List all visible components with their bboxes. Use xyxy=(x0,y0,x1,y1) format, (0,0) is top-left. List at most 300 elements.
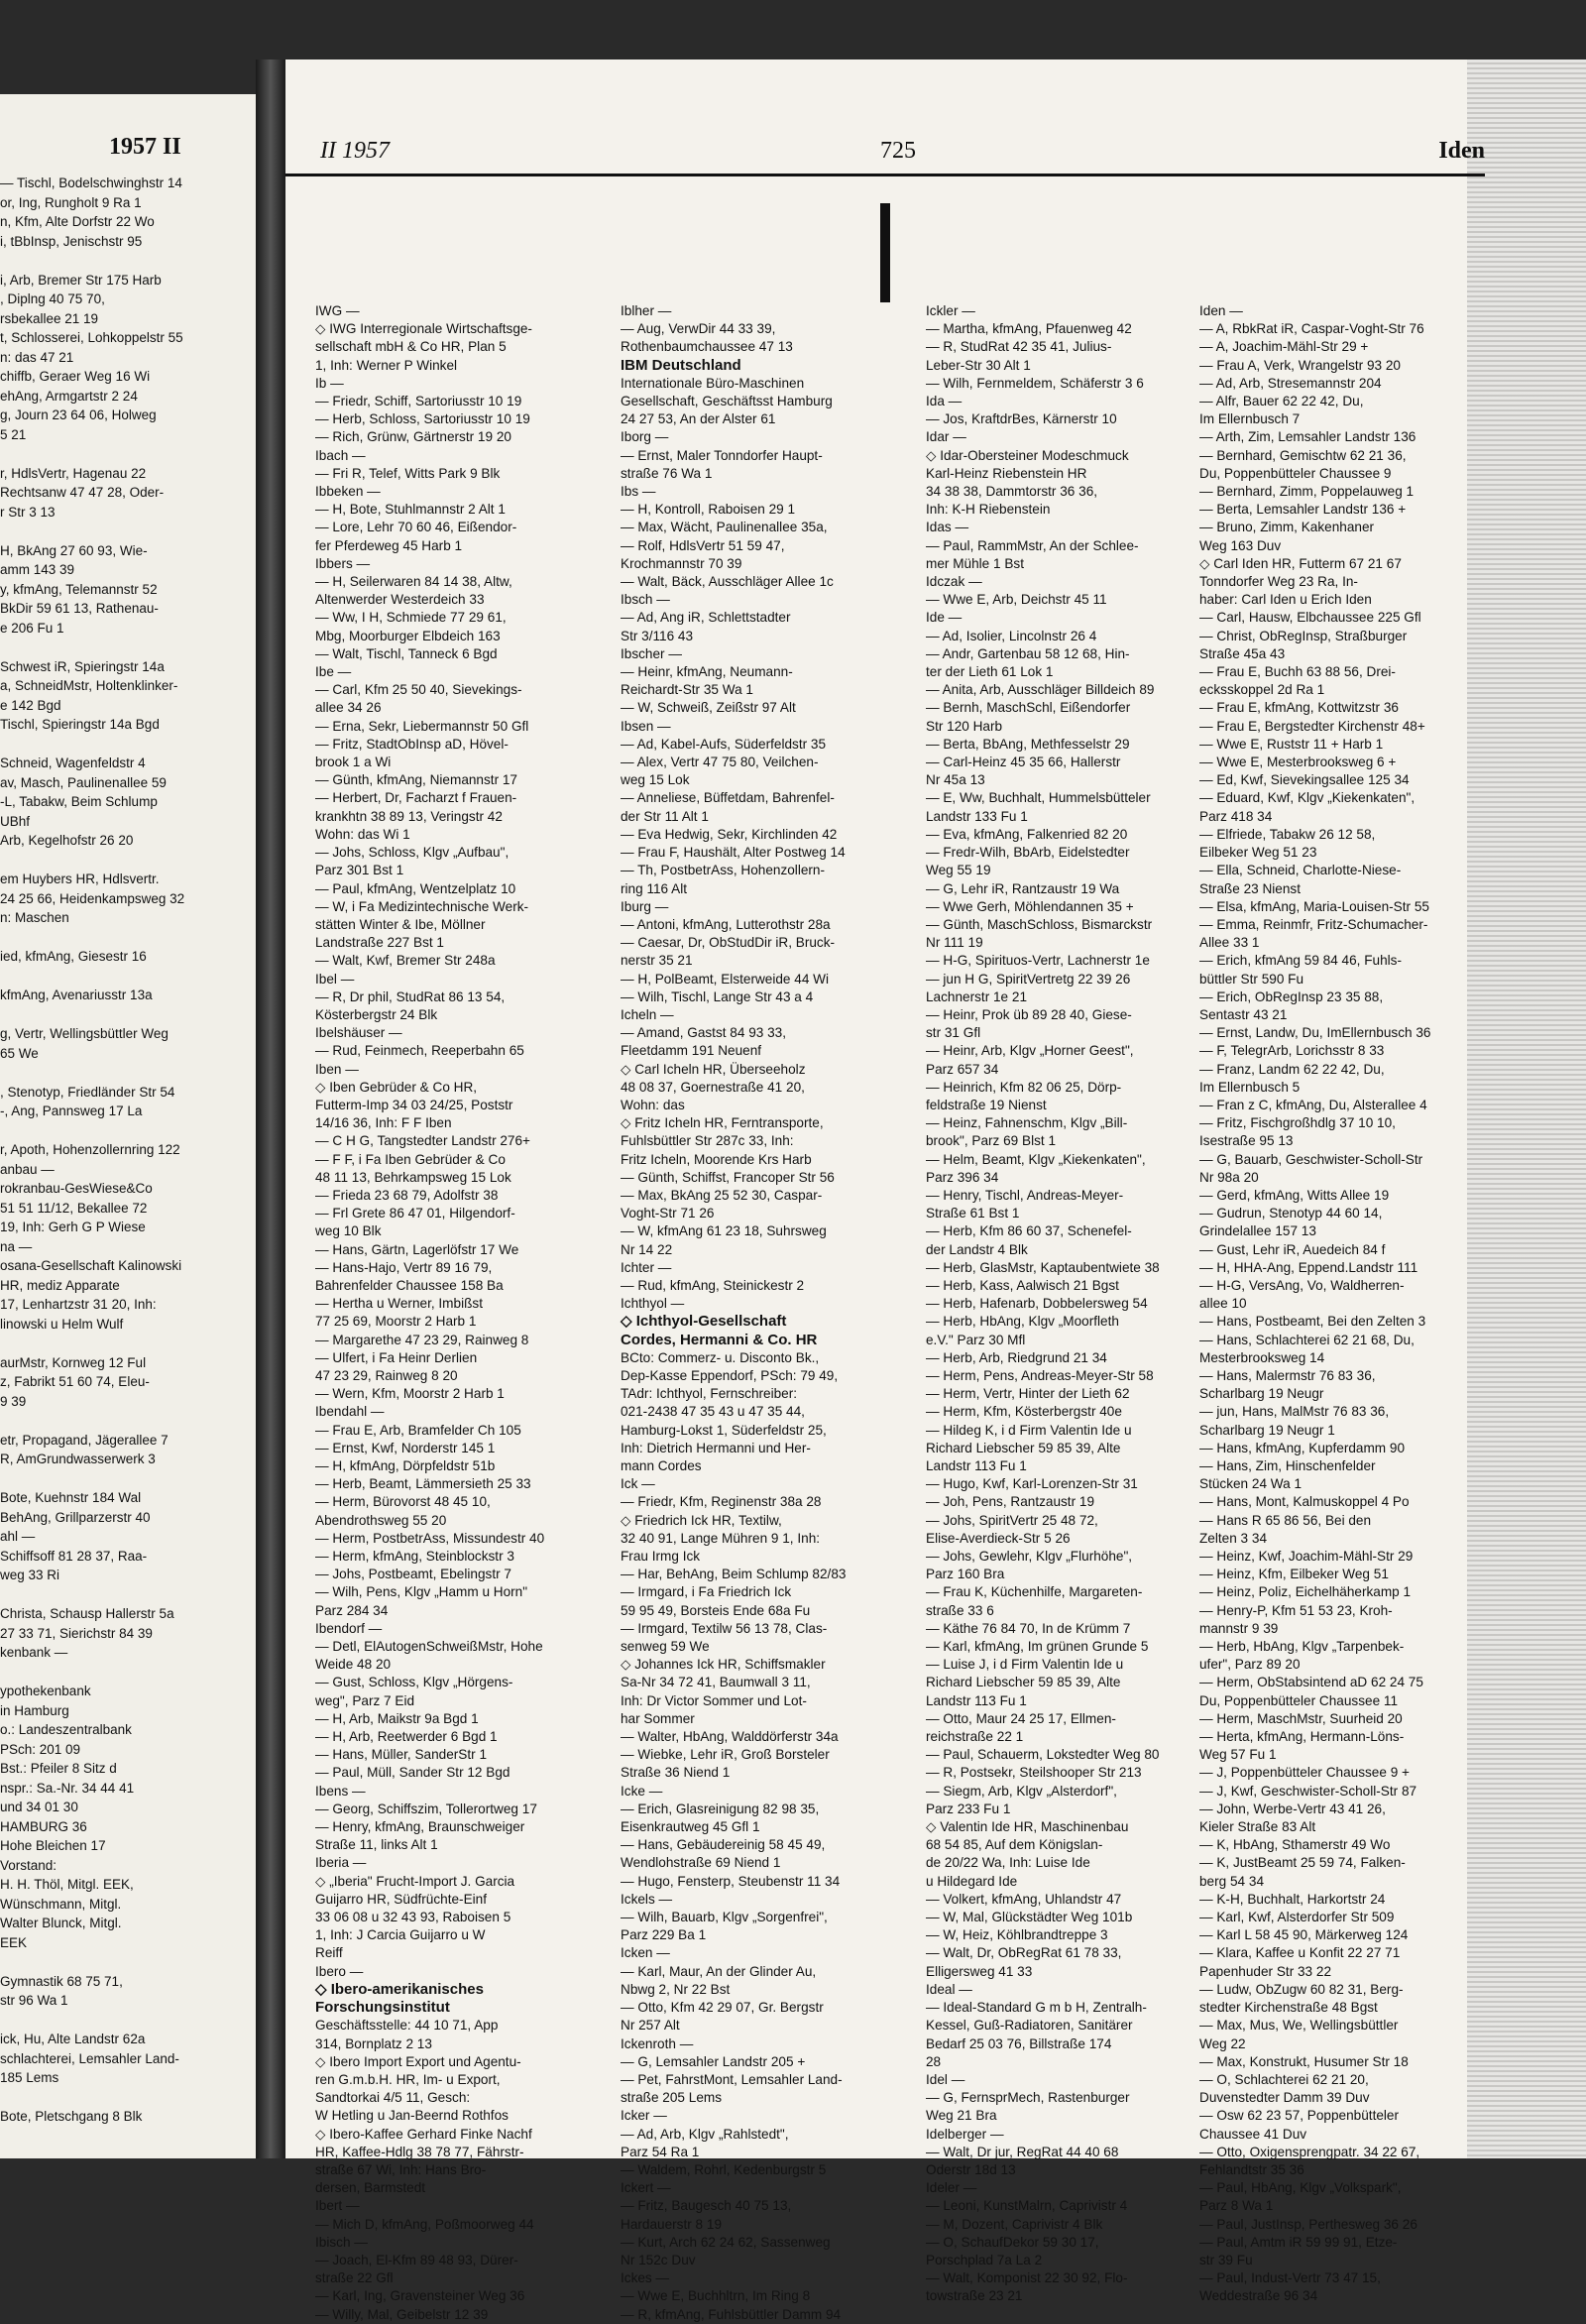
directory-line: — jun H G, SpiritVertretg 22 39 26 xyxy=(926,971,1131,987)
directory-line: — Henry-P, Kfm 51 53 23, Kroh- xyxy=(1199,1602,1393,1618)
directory-line: — Paul, RammMstr, An der Schlee- xyxy=(926,537,1139,553)
directory-line: Abendrothsweg 55 20 xyxy=(315,1512,447,1528)
directory-line xyxy=(0,928,253,948)
directory-line xyxy=(0,638,253,657)
directory-line: Rechtsanw 47 47 28, Oder- xyxy=(0,485,165,500)
directory-line: — Otto, Oxigensprengpatr. 34 22 67, xyxy=(1199,2144,1420,2159)
directory-line: — Erich, Glasreinigung 82 98 35, xyxy=(621,1801,820,1816)
directory-line: — Walt, Tischl, Tanneck 6 Bgd xyxy=(315,645,498,661)
directory-line xyxy=(0,1585,253,1605)
directory-line: 1, Inh: J Carcia Guijarro u W xyxy=(315,1927,486,1943)
directory-line: — Herm, ObStabsintend aD 62 24 75 xyxy=(1199,1675,1423,1690)
directory-line: or, Ing, Rungholt 9 Ra 1 xyxy=(0,194,142,210)
directory-line: — Eva Hedwig, Sekr, Kirchlinden 42 xyxy=(621,826,838,842)
directory-line: — Wiebke, Lehr iR, Groß Borsteler xyxy=(621,1747,830,1763)
running-head-right: Iden xyxy=(1438,138,1485,164)
directory-line: Straße 61 Bst 1 xyxy=(926,1206,1020,1221)
directory-line: Landstr 133 Fu 1 xyxy=(926,808,1028,824)
directory-line: — Hugo, Kwf, Karl-Lorenzen-Str 31 xyxy=(926,1476,1138,1492)
directory-line: — W, Mal, Glückstädter Weg 101b xyxy=(926,1910,1133,1925)
directory-line xyxy=(0,735,253,755)
directory-line: linowski u Helm Wulf xyxy=(0,1316,124,1332)
directory-line xyxy=(0,1121,253,1141)
directory-line: — Alex, Vertr 47 75 80, Veilchen- xyxy=(621,755,819,770)
directory-line xyxy=(0,1334,253,1353)
directory-line: — Paul, HbAng, Klgv „Volkspark", xyxy=(1199,2180,1402,2196)
directory-line: — Günth, Schiffst, Francoper Str 56 xyxy=(621,1169,835,1185)
directory-line: — Otto, Maur 24 25 17, Ellmen- xyxy=(926,1710,1116,1726)
directory-line: stätten Winter & Ibe, Möllner xyxy=(315,916,486,932)
directory-line: Inh: K-H Riebenstein xyxy=(926,502,1051,518)
directory-line: Idar — xyxy=(926,429,966,445)
directory-line: — Fran z C, kfmAng, Du, Alsterallee 4 xyxy=(1199,1097,1427,1112)
directory-line: Iben — xyxy=(315,1061,359,1077)
directory-line: — Heinz, Kfm, Eilbeker Weg 51 xyxy=(1199,1567,1389,1582)
directory-line: amm 143 39 xyxy=(0,562,75,577)
running-head-left: II 1957 xyxy=(320,138,390,164)
directory-column-4 xyxy=(1199,302,1497,2306)
directory-line: Chaussee 41 Duv xyxy=(1199,2126,1307,2142)
directory-line: Ibe — xyxy=(315,664,352,680)
directory-line: Nr 152c Duv xyxy=(621,2252,696,2267)
directory-line: str 39 Fu xyxy=(1199,2252,1253,2267)
directory-line: ehAng, Armgartstr 2 24 xyxy=(0,388,138,404)
directory-line: Iburg — xyxy=(621,898,669,914)
directory-line xyxy=(0,1005,253,1025)
directory-line: — Frau E, Bergstedter Kirchenstr 48+ xyxy=(1199,718,1425,734)
directory-line: — O, Schlachterei 62 21 20, xyxy=(1199,2071,1369,2087)
directory-line: — Herb, GlasMstr, Kaptaubentwiete 38 xyxy=(926,1259,1160,1275)
directory-line: Rothenbaumchaussee 47 13 xyxy=(621,339,793,355)
directory-line: i, Arb, Bremer Str 175 Harb xyxy=(0,272,162,288)
directory-line: — G, Lehr iR, Rantzaustr 19 Wa xyxy=(926,880,1120,896)
directory-line: — Wern, Kfm, Moorstr 2 Harb 1 xyxy=(315,1386,505,1402)
directory-line: — Kurt, Arch 62 24 62, Sassenweg xyxy=(621,2234,831,2250)
directory-line: — Johs, SpiritVertr 25 48 72, xyxy=(926,1512,1098,1528)
directory-line: Ick — xyxy=(621,1476,655,1492)
directory-line: — Herb, Schloss, Sartoriusstr 10 19 xyxy=(315,411,530,427)
directory-line xyxy=(0,1469,253,1489)
directory-line: TAdr: Ichthyol, Fernschreiber: xyxy=(621,1386,798,1402)
directory-line: — Herb, HbAng, Klgv „Moorfleth xyxy=(926,1314,1119,1330)
directory-line: Dep-Kasse Eppendorf, PSch: 79 49, xyxy=(621,1367,839,1383)
directory-line: Ichter — xyxy=(621,1259,672,1275)
directory-line: kfmAng, Avenariusstr 13a xyxy=(0,988,153,1002)
directory-line: Ibero — xyxy=(315,1963,364,1979)
directory-line: — Rich, Grünw, Gärtnerstr 19 20 xyxy=(315,429,511,445)
directory-line: HR, mediz Apparate xyxy=(0,1277,120,1293)
directory-line: — Jos, KraftdrBes, Kärnerstr 10 xyxy=(926,411,1117,427)
directory-line: — Eva, kfmAng, Falkenried 82 20 xyxy=(926,826,1128,842)
directory-line: towstraße 23 21 xyxy=(926,2288,1023,2304)
directory-line: — Herm, PostbetrAss, Missundestr 40 xyxy=(315,1530,545,1546)
directory-line: ◇ Valentin Ide HR, Maschinenbau xyxy=(926,1819,1129,1835)
directory-line: — Ernst, Landw, Du, ImEllernbusch 36 xyxy=(1199,1025,1431,1041)
directory-line: Cordes, Hermanni & Co. HR xyxy=(621,1331,818,1348)
directory-line: Parz 418 34 xyxy=(1199,808,1273,824)
directory-line: Wünschmann, Mitgl. xyxy=(0,1896,122,1912)
directory-line: — Henry, Tischl, Andreas-Meyer- xyxy=(926,1187,1124,1203)
book-gutter xyxy=(256,59,285,2158)
directory-line: Kösterbergstr 24 Blk xyxy=(315,1006,438,1022)
directory-line: Wohn: das xyxy=(621,1097,685,1112)
directory-line: ◇ Idar-Obersteiner Modeschmuck xyxy=(926,447,1129,463)
directory-line: — Ella, Schneid, Charlotte-Niese- xyxy=(1199,863,1402,878)
directory-line: der Landstr 4 Blk xyxy=(926,1241,1028,1257)
directory-line: — Gust, Lehr iR, Auedeich 84 f xyxy=(1199,1241,1386,1257)
directory-line: 47 23 29, Rainweg 8 20 xyxy=(315,1367,458,1383)
directory-line: Hardauerstr 8 19 xyxy=(621,2216,723,2232)
directory-line: — Frieda 23 68 79, Adolfstr 38 xyxy=(315,1187,499,1203)
directory-line: Bst.: Pfeiler 8 Sitz d xyxy=(0,1761,117,1776)
directory-line: e.V." Parz 30 Mfl xyxy=(926,1332,1026,1347)
directory-line: — Hans-Hajo, Vertr 89 16 79, xyxy=(315,1259,493,1275)
directory-line: Grindelallee 157 13 xyxy=(1199,1223,1316,1239)
directory-line: — H, Arb, Maikstr 9a Bgd 1 xyxy=(315,1710,479,1726)
directory-line: — Herb, Hafenarb, Dobbelersweg 54 xyxy=(926,1296,1148,1312)
directory-line: — A, RbkRat iR, Caspar-Voght-Str 76 xyxy=(1199,321,1424,337)
directory-line: Icke — xyxy=(621,1783,663,1799)
directory-line: ◇ Ibero Import Export und Agentu- xyxy=(315,2053,521,2069)
directory-line: — Willy, Mal, Geibelstr 12 39 xyxy=(315,2306,489,2322)
directory-line: Wohn: das Wi 1 xyxy=(315,826,410,842)
directory-line: — Günth, kfmAng, Niemannstr 17 xyxy=(315,772,517,788)
directory-line: Weg 55 19 xyxy=(926,863,991,878)
directory-line: Kessel, Guß-Radiatoren, Sanitärer xyxy=(926,2018,1133,2034)
directory-line: — Elsa, kfmAng, Maria-Louisen-Str 55 xyxy=(1199,898,1429,914)
directory-line: — Ideal-Standard G m b H, Zentralh- xyxy=(926,2000,1147,2016)
directory-line: Weg 21 Bra xyxy=(926,2108,997,2124)
directory-line: Straße 23 Nienst xyxy=(1199,880,1301,896)
directory-line: Ib — xyxy=(315,375,344,391)
directory-line: — Walt, Dr, ObRegRat 61 78 33, xyxy=(926,1945,1122,1961)
directory-line: ufer", Parz 89 20 xyxy=(1199,1657,1301,1673)
directory-line: Schiffsoff 81 28 37, Raa- xyxy=(0,1548,148,1564)
directory-line: Guijarro HR, Südfrüchte-Einf xyxy=(315,1891,488,1907)
directory-line: Weg 22 xyxy=(1199,2035,1246,2051)
directory-line: Idczak — xyxy=(926,574,982,590)
directory-line: Ibendahl — xyxy=(315,1404,385,1420)
directory-line: Iblher — xyxy=(621,303,672,318)
directory-line: a, SchneidMstr, Holtenklinker- xyxy=(0,678,178,693)
directory-line: — Hans, Mont, Kalmuskoppel 4 Po xyxy=(1199,1494,1410,1510)
directory-line: weg 33 Ri xyxy=(0,1568,60,1582)
directory-line: Reiff xyxy=(315,1945,343,1961)
directory-line: 24 25 66, Heidenkampsweg 32 xyxy=(0,890,185,906)
directory-line: Parz 229 Ba 1 xyxy=(621,1927,707,1943)
directory-line: 65 We xyxy=(0,1045,39,1061)
directory-line: — Johs, Schloss, Klgv „Aufbau", xyxy=(315,845,510,861)
directory-line: senweg 59 We xyxy=(621,1639,710,1655)
directory-line: — Fritz, Baugesch 40 75 13, xyxy=(621,2198,792,2214)
directory-line: — Wwe E, Ruststr 11 + Harb 1 xyxy=(1199,736,1384,752)
directory-line: — Ww, I H, Schmiede 77 29 61, xyxy=(315,610,507,626)
directory-line: str 96 Wa 1 xyxy=(0,1993,68,2008)
directory-line: — H-G, Spirituos-Vertr, Lachnerstr 1e xyxy=(926,953,1150,969)
directory-line: — Ad, Arb, Stresemannstr 204 xyxy=(1199,375,1382,391)
directory-line: — Ulfert, i Fa Heinr Derlien xyxy=(315,1349,478,1365)
directory-line: aurMstr, Kornweg 12 Ful xyxy=(0,1354,147,1370)
directory-line: EEK xyxy=(0,1934,28,1950)
directory-line: BCto: Commerz- u. Disconto Bk., xyxy=(621,1349,820,1365)
directory-line: — Käthe 76 84 70, In de Krümm 7 xyxy=(926,1620,1131,1636)
directory-line: Ideler — xyxy=(926,2180,977,2196)
directory-line: Ichthyol — xyxy=(621,1296,685,1312)
directory-line: -, Ang, Pannsweg 17 La xyxy=(0,1104,143,1118)
directory-line: Iborg — xyxy=(621,429,669,445)
directory-line: r Str 3 13 xyxy=(0,504,56,520)
directory-line: — M, Dozent, Caprivistr 4 Blk xyxy=(926,2216,1103,2232)
directory-line: Elligersweg 41 33 xyxy=(926,1963,1033,1979)
directory-line: Ibel — xyxy=(315,971,355,987)
directory-line: — Amand, Gastst 84 93 33, xyxy=(621,1025,786,1041)
directory-line xyxy=(0,444,253,464)
directory-line: — Frl Grete 86 47 01, Hilgendorf- xyxy=(315,1206,515,1221)
directory-line: — Wwe E, Mesterbrooksweg 6 + xyxy=(1199,755,1397,770)
directory-line: — H, Seilerwaren 84 14 38, Altw, xyxy=(315,574,512,590)
directory-line: IBM Deutschland xyxy=(621,356,741,374)
directory-line: Richard Liebscher 59 85 39, Alte xyxy=(926,1675,1121,1690)
directory-line: g, Journ 23 64 06, Holweg xyxy=(0,407,157,422)
directory-line: 33 06 08 u 32 43 93, Raboisen 5 xyxy=(315,1910,511,1925)
directory-line: — Frau E, Arb, Bramfelder Ch 105 xyxy=(315,1422,521,1438)
directory-line: — Siegm, Arb, Klgv „Alsterdorf", xyxy=(926,1783,1117,1799)
directory-line: — Herb, Kfm 86 60 37, Schenefel- xyxy=(926,1223,1132,1239)
directory-line: Tonndorfer Weg 23 Ra, In- xyxy=(1199,574,1358,590)
directory-line: t, Schlosserei, Lohkoppelstr 55 xyxy=(0,330,183,345)
directory-line: Karl-Heinz Riebenstein HR xyxy=(926,465,1087,481)
directory-line: — Ed, Kwf, Sievekingsallee 125 34 xyxy=(1199,772,1410,788)
directory-line: — Rud, kfmAng, Steinickestr 2 xyxy=(621,1277,805,1293)
directory-line: — R, kfmAng, Fuhlsbüttler Damm 94 xyxy=(621,2306,842,2322)
directory-line: W Hetling u Jan-Beernd Rothfos xyxy=(315,2108,509,2124)
directory-line: — Herb, Beamt, Lämmersieth 25 33 xyxy=(315,1476,531,1492)
directory-line: ter der Lieth 61 Lok 1 xyxy=(926,664,1054,680)
directory-line: — Ad, Isolier, Lincolnstr 26 4 xyxy=(926,628,1097,643)
directory-line: — Herta, kfmAng, Hermann-Löns- xyxy=(1199,1729,1405,1745)
directory-line: 51 51 11/12, Bekallee 72 xyxy=(0,1200,148,1216)
directory-line: Arb, Kegelhofstr 26 20 xyxy=(0,833,134,848)
directory-line: — Hans, Schlachterei 62 21 68, Du, xyxy=(1199,1332,1415,1347)
directory-line: Ickels — xyxy=(621,1891,673,1907)
directory-line: — Heinr, Arb, Klgv „Horner Geest", xyxy=(926,1043,1134,1059)
directory-line: Gymnastik 68 75 71, xyxy=(0,1973,123,1989)
directory-line: 14/16 36, Inh: F F Iben xyxy=(315,1115,452,1131)
directory-line: — Ernst, Kwf, Norderstr 145 1 xyxy=(315,1440,496,1455)
directory-line: — Fri R, Telef, Witts Park 9 Blk xyxy=(315,465,501,481)
directory-line: Porschplad 7a La 2 xyxy=(926,2252,1043,2267)
directory-line: — Th, PostbetrAss, Hohenzollern- xyxy=(621,863,826,878)
directory-line: — G, Lemsahler Landstr 205 + xyxy=(621,2053,806,2069)
directory-column-2 xyxy=(621,302,918,2324)
directory-line: — G, Bauarb, Geschwister-Scholl-Str xyxy=(1199,1151,1423,1167)
directory-line: — W, kfmAng 61 23 18, Suhrsweg xyxy=(621,1223,827,1239)
directory-line: — Gerd, kfmAng, Witts Allee 19 xyxy=(1199,1187,1390,1203)
directory-line: — J, Poppenbütteler Chaussee 9 + xyxy=(1199,1765,1410,1781)
directory-line: Geschäftsstelle: 44 10 71, App xyxy=(315,2018,499,2034)
directory-column-1 xyxy=(315,302,613,2324)
directory-line: Fehlandtstr 35 36 xyxy=(1199,2161,1304,2177)
directory-line: — Herm, kfmAng, Steinblockstr 3 xyxy=(315,1549,514,1565)
directory-line: — Hans R 65 86 56, Bei den xyxy=(1199,1512,1372,1528)
directory-line: H. H. Thöl, Mitgl. EEK, xyxy=(0,1877,134,1892)
directory-line: fer Pferdeweg 45 Harb 1 xyxy=(315,537,463,553)
directory-line: — Herm, Vertr, Hinter der Lieth 62 xyxy=(926,1386,1130,1402)
directory-line: Zelten 3 34 xyxy=(1199,1530,1268,1546)
directory-line: weg 15 Lok xyxy=(621,772,690,788)
directory-line: — Hans, Malermstr 76 83 36, xyxy=(1199,1367,1376,1383)
directory-line: — Hildeg K, i d Firm Valentin Ide u xyxy=(926,1422,1132,1438)
directory-line: Sentastr 43 21 xyxy=(1199,1006,1288,1022)
right-page xyxy=(285,59,1586,2322)
directory-line: Nr 98a 20 xyxy=(1199,1169,1259,1185)
directory-line: — Ernst, Maler Tonndorfer Haupt- xyxy=(621,447,823,463)
directory-line: straße 33 6 xyxy=(926,1602,994,1618)
directory-line: — H, Kontroll, Raboisen 29 1 xyxy=(621,502,796,518)
directory-line: — Mich D, kfmAng, Poßmoorweg 44 xyxy=(315,2216,534,2232)
directory-line: UBhf xyxy=(0,813,31,829)
directory-line: — W, i Fa Medizintechnische Werk- xyxy=(315,898,529,914)
directory-line: — Paul, Müll, Sander Str 12 Bgd xyxy=(315,1765,510,1781)
directory-line: Kieler Straße 83 Alt xyxy=(1199,1819,1316,1835)
directory-line: — Har, BehAng, Beim Schlump 82/83 xyxy=(621,1567,847,1582)
directory-line: — Karl L 58 45 90, Märkerweg 124 xyxy=(1199,1927,1409,1943)
directory-line: ◇ Iben Gebrüder & Co HR, xyxy=(315,1079,478,1095)
directory-line: Parz 284 34 xyxy=(315,1602,389,1618)
directory-line: Ibendorf — xyxy=(315,1620,383,1636)
directory-line: — R, Dr phil, StudRat 86 13 54, xyxy=(315,988,506,1004)
directory-line: i, tBbInsp, Jenischstr 95 xyxy=(0,233,143,249)
directory-line: z, Fabrikt 51 60 74, Eleu- xyxy=(0,1374,150,1389)
directory-line: — Johs, Gewlehr, Klgv „Flurhöhe", xyxy=(926,1549,1133,1565)
directory-line: Scharlbarg 19 Neugr 1 xyxy=(1199,1422,1335,1438)
directory-line: und 34 01 30 xyxy=(0,1800,78,1814)
directory-line: u Hildegard Ide xyxy=(926,1873,1018,1889)
directory-line: — Carl, Kfm 25 50 40, Sievekings- xyxy=(315,682,522,698)
directory-line: Forschungsinstitut xyxy=(315,1999,450,2017)
directory-line: — H, HHA-Ang, Eppend.Landstr 111 xyxy=(1199,1259,1418,1275)
directory-line: — Max, Mus, We, Wellingsbüttler xyxy=(1199,2018,1399,2034)
directory-line: — Irmgard, i Fa Friedrich Ick xyxy=(621,1584,792,1600)
directory-line: o.: Landeszentralbank xyxy=(0,1722,132,1737)
directory-line: weg", Parz 7 Eid xyxy=(315,1692,415,1708)
directory-line: — Emma, Reinmfr, Fritz-Schumacher- xyxy=(1199,916,1428,932)
directory-line: Nr 257 Alt xyxy=(621,2018,680,2034)
directory-line: ◇ Friedrich Ick HR, Textilw, xyxy=(621,1512,782,1528)
directory-line: Hamburg-Lokst 1, Süderfeldstr 25, xyxy=(621,1422,827,1438)
directory-line: — Berta, BbAng, Methfesselstr 29 xyxy=(926,736,1130,752)
directory-line: Eisenkrautweg 45 Gfl 1 xyxy=(621,1819,760,1835)
directory-line: Walter Blunck, Mitgl. xyxy=(0,1916,122,1930)
directory-line: — Arth, Zim, Lemsahler Landstr 136 xyxy=(1199,429,1416,445)
directory-line: — Paul, JustInsp, Perthesweg 36 26 xyxy=(1199,2216,1417,2232)
directory-line: — Andr, Gartenbau 58 12 68, Hin- xyxy=(926,645,1130,661)
directory-line: 021-2438 47 35 43 u 47 35 44, xyxy=(621,1404,805,1420)
directory-line: Fleetdamm 191 Neuenf xyxy=(621,1043,762,1059)
directory-line: Stücken 24 Wa 1 xyxy=(1199,1476,1303,1492)
directory-line: — Walt, Kwf, Bremer Str 248a xyxy=(315,953,496,969)
directory-line: — Detl, ElAutogenSchweißMstr, Hohe xyxy=(315,1639,543,1655)
directory-line: ◇ Carl Icheln HR, Überseeholz xyxy=(621,1061,806,1077)
directory-line xyxy=(0,251,253,271)
directory-line: — Hugo, Fensterp, Steubenstr 11 34 xyxy=(621,1873,841,1889)
directory-line: Straße 36 Niend 1 xyxy=(621,1765,731,1781)
directory-line: — Heinrich, Kfm 82 06 25, Dörp- xyxy=(926,1079,1122,1095)
directory-line: — Helm, Beamt, Klgv „Kiekenkaten", xyxy=(926,1151,1146,1167)
directory-line: 77 25 69, Moorstr 2 Harb 1 xyxy=(315,1314,477,1330)
directory-line: — Rud, Feinmech, Reeperbahn 65 xyxy=(315,1043,524,1059)
directory-line: — Frau E, Buchh 63 88 56, Drei- xyxy=(1199,664,1396,680)
directory-line: — Rolf, HdlsVertr 51 59 47, xyxy=(621,537,785,553)
directory-line: Idel — xyxy=(926,2071,965,2087)
directory-line: — H, Bote, Stuhlmannstr 2 Alt 1 xyxy=(315,502,506,518)
directory-line: Internationale Büro-Maschinen xyxy=(621,375,805,391)
directory-line: HAMBURG 36 xyxy=(0,1818,87,1834)
directory-line xyxy=(0,851,253,871)
directory-line: , Stenotyp, Friedländer Str 54 xyxy=(0,1084,175,1100)
directory-line xyxy=(0,1411,253,1431)
directory-line: — Otto, Kfm 42 29 07, Gr. Bergstr xyxy=(621,2000,824,2016)
directory-line: Frau Irmg Ick xyxy=(621,1549,701,1565)
directory-line: — Walt, Dr jur, RegRat 44 40 68 xyxy=(926,2144,1119,2159)
directory-line: mannstr 9 39 xyxy=(1199,1620,1279,1636)
directory-line: straße 22 Gfl xyxy=(315,2270,394,2286)
directory-line: Nr 111 19 xyxy=(926,935,983,951)
directory-line: Parz 160 Bra xyxy=(926,1567,1005,1582)
directory-line: Weide 48 20 xyxy=(315,1657,392,1673)
directory-line: 34 38 38, Dammtorstr 36 36, xyxy=(926,484,1098,500)
directory-line: — Wilh, Tischl, Lange Str 43 a 4 xyxy=(621,988,814,1004)
running-head xyxy=(285,134,1485,176)
directory-line: Schwest iR, Spieringstr 14a xyxy=(0,658,165,674)
directory-line: Im Ellernbusch 7 xyxy=(1199,411,1301,427)
directory-line: — Herbert, Dr, Facharzt f Frauen- xyxy=(315,790,517,806)
directory-line: — Hertha u Werner, Imbißst xyxy=(315,1296,483,1312)
directory-line: Ickes — xyxy=(621,2270,670,2286)
directory-line: — Max, BkAng 25 52 30, Caspar- xyxy=(621,1187,823,1203)
directory-line: — Paul, kfmAng, Wentzelplatz 10 xyxy=(315,880,516,896)
directory-line: Landstr 113 Fu 1 xyxy=(926,1458,1027,1473)
directory-line: — Pet, FahrstMont, Lemsahler Land- xyxy=(621,2071,843,2087)
directory-line: 59 95 49, Borsteis Ende 68a Fu xyxy=(621,1602,811,1618)
directory-line: — Karl, Kwf, Alsterdorfer Str 509 xyxy=(1199,1910,1395,1925)
directory-line: — jun, Hans, MalMstr 76 83 36, xyxy=(1199,1404,1390,1420)
directory-line: — Karl, Maur, An der Glinder Au, xyxy=(621,1963,817,1979)
directory-line: — Alfr, Bauer 62 22 42, Du, xyxy=(1199,394,1364,409)
directory-line: Inh: Dietrich Hermanni und Her- xyxy=(621,1440,811,1455)
directory-line: reichstraße 22 1 xyxy=(926,1729,1024,1745)
directory-line: Parz 301 Bst 1 xyxy=(315,863,404,878)
directory-line: n: Maschen xyxy=(0,910,69,925)
directory-line: ied, kfmAng, Giesestr 16 xyxy=(0,949,147,964)
directory-line: brook", Parz 69 Blst 1 xyxy=(926,1133,1057,1149)
directory-line: Nr 14 22 xyxy=(621,1241,673,1257)
directory-line: — Martha, kfmAng, Pfauenweg 42 xyxy=(926,321,1132,337)
directory-line: ◇ Ibero-amerikanisches xyxy=(315,1980,484,1998)
directory-line: Fuhlsbüttler Str 287c 33, Inh: xyxy=(621,1133,794,1149)
directory-line: — Hans, Zim, Hinschenfelder xyxy=(1199,1458,1376,1473)
directory-line: Ickert — xyxy=(621,2180,671,2196)
directory-line: berg 54 34 xyxy=(1199,1873,1265,1889)
directory-line: y, kfmAng, Telemannstr 52 xyxy=(0,581,158,597)
directory-line: — Elfriede, Tabakw 26 12 58, xyxy=(1199,826,1376,842)
directory-line: brook 1 a Wi xyxy=(315,755,392,770)
directory-line: Landstraße 227 Bst 1 xyxy=(315,935,444,951)
directory-line: — Walt, Bäck, Ausschläger Allee 1c xyxy=(621,574,834,590)
directory-line: allee 34 26 xyxy=(315,700,382,716)
directory-line: e 142 Bgd xyxy=(0,697,61,713)
directory-line: — Heinr, kfmAng, Neumann- xyxy=(621,664,793,680)
